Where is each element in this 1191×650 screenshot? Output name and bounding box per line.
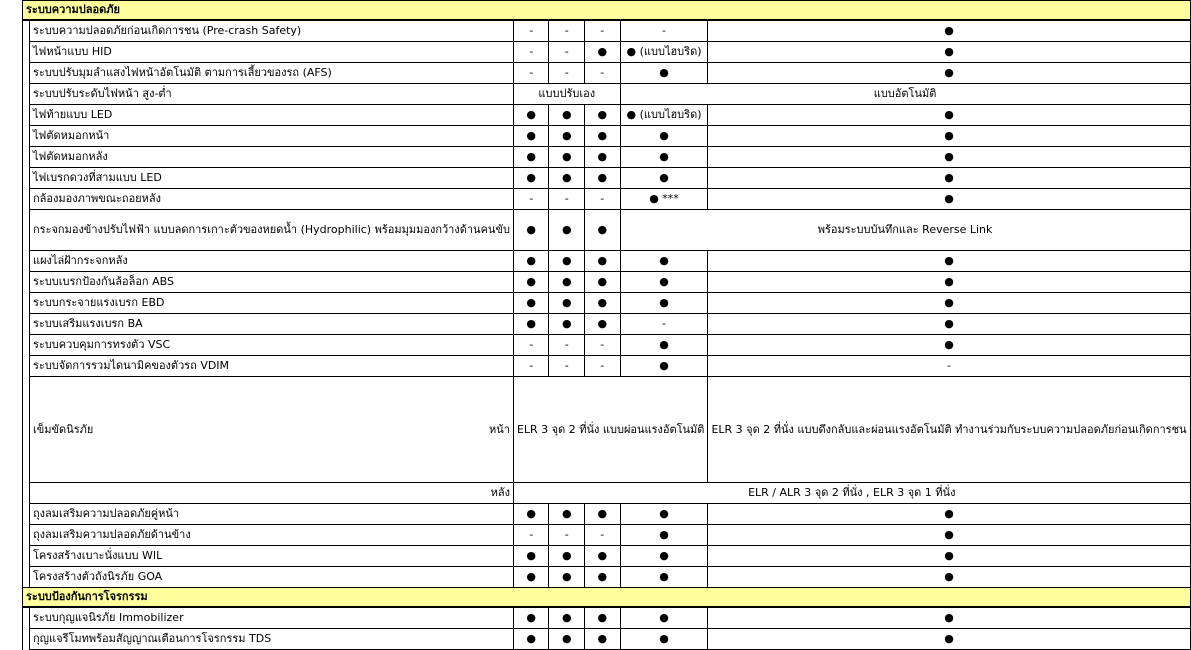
spec-value: -: [549, 20, 585, 42]
spec-value: ●: [585, 210, 621, 251]
spec-value: ●: [620, 546, 708, 567]
spec-value: ●: [708, 335, 1190, 356]
table-row: [23, 63, 1191, 84]
indent-cell: [23, 126, 30, 147]
seatbelt-label: เข็มขัดนิรภัย: [33, 422, 94, 436]
feature-label: กล้องมองภาพขณะถอยหลัง: [30, 189, 514, 210]
indent-cell: [23, 210, 30, 251]
indent-cell: [23, 483, 30, 504]
spec-value: ●: [585, 105, 621, 126]
indent-cell: [23, 84, 30, 105]
spec-value: ●: [620, 63, 708, 84]
feature-label: ระบบความปลอดภัยก่อนเกิดการชน (Pre-crash Safety): [30, 20, 514, 42]
feature-label: ระบบกระจายแรงเบรก EBD: [30, 293, 514, 314]
indent-cell: [23, 607, 30, 629]
spec-value: ●: [513, 210, 549, 251]
spec-value: ●: [549, 168, 585, 189]
table-row: [23, 84, 1191, 105]
feature-label: กระจกมองข้างปรับไฟฟ้า แบบลดการเกาะตัวของหยดน้ำ (Hydrophilic) พร้อมมุมมองกว้างด้านคนขับ: [30, 210, 514, 251]
spec-value: -: [549, 42, 585, 63]
feature-label: ไฟตัดหมอกหลัง: [30, 147, 514, 168]
spec-value: ●: [620, 293, 708, 314]
spec-value: ●: [620, 567, 708, 588]
indent-cell: [23, 629, 30, 650]
spec-value: ●: [708, 567, 1190, 588]
feature-label: กุญแจรีโมทพร้อมสัญญาณเตือนการโจรกรรม TDS: [30, 629, 514, 650]
spec-value: ●: [708, 147, 1190, 168]
table-row: [23, 272, 1191, 293]
spec-value: -: [513, 189, 549, 210]
spec-value: ●: [708, 607, 1190, 629]
feature-label: ไฟตัดหมอกหน้า: [30, 126, 514, 147]
table-row: [23, 525, 1191, 546]
indent-cell: [23, 63, 30, 84]
indent-cell: [23, 42, 30, 63]
feature-label: ระบบจัดการรวมไดนามิคของตัวรถ VDIM: [30, 356, 514, 377]
indent-cell: [23, 272, 30, 293]
spec-value: -: [513, 356, 549, 377]
spec-value: -: [585, 63, 621, 84]
feature-label: [30, 377, 514, 483]
spec-value: ●: [585, 314, 621, 335]
spec-value: ●: [549, 251, 585, 272]
spec-value: ●: [708, 504, 1190, 525]
feature-label: โครงสร้างเบาะนั่งแบบ WIL: [30, 546, 514, 567]
spec-value: ●: [585, 567, 621, 588]
spec-value: ● (แบบไฮบริด): [620, 105, 708, 126]
spec-value: ●: [708, 293, 1190, 314]
spec-value: ● ***: [620, 189, 708, 210]
spec-value: ●: [513, 168, 549, 189]
feature-label: ระบบเบรกป้องกันล้อล็อก ABS: [30, 272, 514, 293]
spec-value: ●: [513, 629, 549, 650]
spec-value: ●: [513, 105, 549, 126]
spec-value: ●: [708, 42, 1190, 63]
spec-value: ●: [708, 168, 1190, 189]
spec-value: ●: [549, 546, 585, 567]
feature-label: ไฟหน้าแบบ HID: [30, 42, 514, 63]
spec-value: ●: [549, 629, 585, 650]
spec-value: ●: [708, 105, 1190, 126]
indent-cell: [23, 314, 30, 335]
feature-label: ไฟท้ายแบบ LED: [30, 105, 514, 126]
spec-value: ●: [620, 168, 708, 189]
merged-value: แบบอัตโนมัติ: [620, 84, 1190, 105]
table-row: [23, 607, 1191, 629]
spec-value: ●: [513, 272, 549, 293]
spec-value: -: [585, 335, 621, 356]
spec-value: ●: [549, 607, 585, 629]
section-header-row: [23, 1, 1191, 21]
spec-value: ●: [708, 20, 1190, 42]
merged-value: ELR 3 จุด 2 ที่นั่ง แบบผ่อนแรงอัตโนมัติ: [513, 377, 708, 483]
spec-value: ●: [549, 567, 585, 588]
spec-value: -: [585, 20, 621, 42]
spec-value: ●: [585, 629, 621, 650]
spec-value: ●: [708, 189, 1190, 210]
feature-label: ระบบควบคุมการทรงตัว VSC: [30, 335, 514, 356]
table-row: [23, 546, 1191, 567]
section-title: ระบบป้องกันการโจรกรรม: [23, 588, 1191, 608]
spec-value: ●: [585, 546, 621, 567]
spec-value: -: [549, 335, 585, 356]
spec-value: ●: [585, 504, 621, 525]
spec-value: ●: [549, 210, 585, 251]
table-row: [23, 567, 1191, 588]
section-title: ระบบความปลอดภัย: [23, 1, 1191, 21]
table-row-seatbelt-front: [23, 377, 1191, 483]
spec-value: ●: [549, 314, 585, 335]
spec-value: ●: [513, 147, 549, 168]
spec-value: ●: [513, 546, 549, 567]
indent-cell: [23, 105, 30, 126]
spec-value: ●: [585, 293, 621, 314]
spec-value: ●: [549, 272, 585, 293]
spec-value: ●: [708, 63, 1190, 84]
feature-label: โครงสร้างตัวถังนิรภัย GOA: [30, 567, 514, 588]
table-row: [23, 147, 1191, 168]
merged-value: ELR / ALR 3 จุด 2 ที่นั่ง , ELR 3 จุด 1 ที่นั่ง: [513, 483, 1190, 504]
feature-label: แผงไล่ฝ้ากระจกหลัง: [30, 251, 514, 272]
seatbelt-rear-label: หลัง: [30, 483, 514, 504]
spec-value: -: [513, 335, 549, 356]
indent-cell: [23, 251, 30, 272]
table-row: [23, 335, 1191, 356]
spec-value: ●: [708, 629, 1190, 650]
table-row: [23, 314, 1191, 335]
spec-value: ●: [585, 272, 621, 293]
spec-value: ●: [585, 147, 621, 168]
spec-value: -: [585, 525, 621, 546]
indent-cell: [23, 293, 30, 314]
table-row: [23, 629, 1191, 650]
spec-value: ●: [585, 251, 621, 272]
indent-cell: [23, 525, 30, 546]
spec-value: ●: [549, 293, 585, 314]
table-row: [23, 504, 1191, 525]
spec-value: -: [513, 20, 549, 42]
indent-cell: [23, 567, 30, 588]
table-row: [23, 42, 1191, 63]
spec-value: ●: [620, 607, 708, 629]
indent-cell: [23, 147, 30, 168]
spec-value: -: [549, 189, 585, 210]
spec-value: -: [513, 63, 549, 84]
feature-label: ระบบปรับมุมลำแสงไฟหน้าอัตโนมัติ ตามการเลี้ยวของรถ (AFS): [30, 63, 514, 84]
indent-cell: [23, 189, 30, 210]
spec-value: ●: [513, 126, 549, 147]
spec-value: ●: [549, 126, 585, 147]
spec-table: [22, 0, 1191, 650]
spec-value: ●: [585, 42, 621, 63]
spec-value: ●: [549, 105, 585, 126]
spec-value: ●: [513, 607, 549, 629]
feature-label: ระบบกุญแจนิรภัย Immobilizer: [30, 607, 514, 629]
spec-value: ●: [620, 335, 708, 356]
indent-cell: [23, 168, 30, 189]
table-row: [23, 20, 1191, 42]
spec-value: -: [549, 525, 585, 546]
spec-value: ●: [513, 251, 549, 272]
section-header-row: [23, 588, 1191, 608]
indent-cell: [23, 356, 30, 377]
feature-label: ถุงลมเสริมความปลอดภัยคู่หน้า: [30, 504, 514, 525]
table-row: [23, 126, 1191, 147]
indent-cell: [23, 377, 30, 483]
spec-value: ●: [620, 126, 708, 147]
spec-value: ●: [708, 314, 1190, 335]
spec-value: ●: [708, 251, 1190, 272]
spec-value: ●: [620, 504, 708, 525]
spec-value: -: [708, 356, 1190, 377]
spec-value: ●: [620, 251, 708, 272]
spec-value: -: [549, 356, 585, 377]
seatbelt-front-label: หน้า: [489, 422, 510, 436]
spec-value: ●: [585, 168, 621, 189]
table-row: [23, 210, 1191, 251]
indent-cell: [23, 546, 30, 567]
indent-cell: [23, 335, 30, 356]
feature-label: ถุงลมเสริมความปลอดภัยด้านข้าง: [30, 525, 514, 546]
spec-value: -: [585, 189, 621, 210]
spec-value: ●: [585, 126, 621, 147]
spec-value: -: [585, 356, 621, 377]
spec-value: ●: [620, 525, 708, 546]
feature-label: ไฟเบรกดวงที่สามแบบ LED: [30, 168, 514, 189]
merged-value: แบบปรับเอง: [513, 84, 620, 105]
spec-value: ●: [620, 147, 708, 168]
spec-value: ●: [708, 546, 1190, 567]
spec-value: ●: [549, 504, 585, 525]
spec-value: ●: [708, 126, 1190, 147]
spec-value: -: [549, 63, 585, 84]
table-row-seatbelt-rear: [23, 483, 1191, 504]
spec-value: ●: [620, 356, 708, 377]
indent-cell: [23, 20, 30, 42]
table-row: [23, 251, 1191, 272]
table-row: [23, 356, 1191, 377]
table-row: [23, 105, 1191, 126]
spec-value: ●: [708, 525, 1190, 546]
spec-value: ●: [620, 629, 708, 650]
table-row: [23, 293, 1191, 314]
feature-label: ระบบปรับระดับไฟหน้า สูง-ต่ำ: [30, 84, 514, 105]
spec-value: -: [513, 42, 549, 63]
spec-value: ●: [585, 607, 621, 629]
spec-value: ●: [620, 272, 708, 293]
spec-value: ●: [708, 272, 1190, 293]
spec-value: ●: [549, 147, 585, 168]
spec-value: -: [620, 314, 708, 335]
spec-value: ●: [513, 567, 549, 588]
feature-label: ระบบเสริมแรงเบรก BA: [30, 314, 514, 335]
spec-value: -: [620, 20, 708, 42]
merged-value: ELR 3 จุด 2 ที่นั่ง แบบดึงกลับและผ่อนแรงอัตโนมัติ ทำงานร่วมกับระบบความปลอดภัยก่อนเกิดการชน: [708, 377, 1190, 483]
spec-value: ●: [513, 314, 549, 335]
indent-cell: [23, 504, 30, 525]
table-row: [23, 168, 1191, 189]
spec-value: ●: [513, 504, 549, 525]
spec-value: ●: [513, 293, 549, 314]
table-row: [23, 189, 1191, 210]
spec-value: ● (แบบไฮบริด): [620, 42, 708, 63]
merged-value: พร้อมระบบบันทึกและ Reverse Link: [620, 210, 1190, 251]
spec-value: -: [513, 525, 549, 546]
